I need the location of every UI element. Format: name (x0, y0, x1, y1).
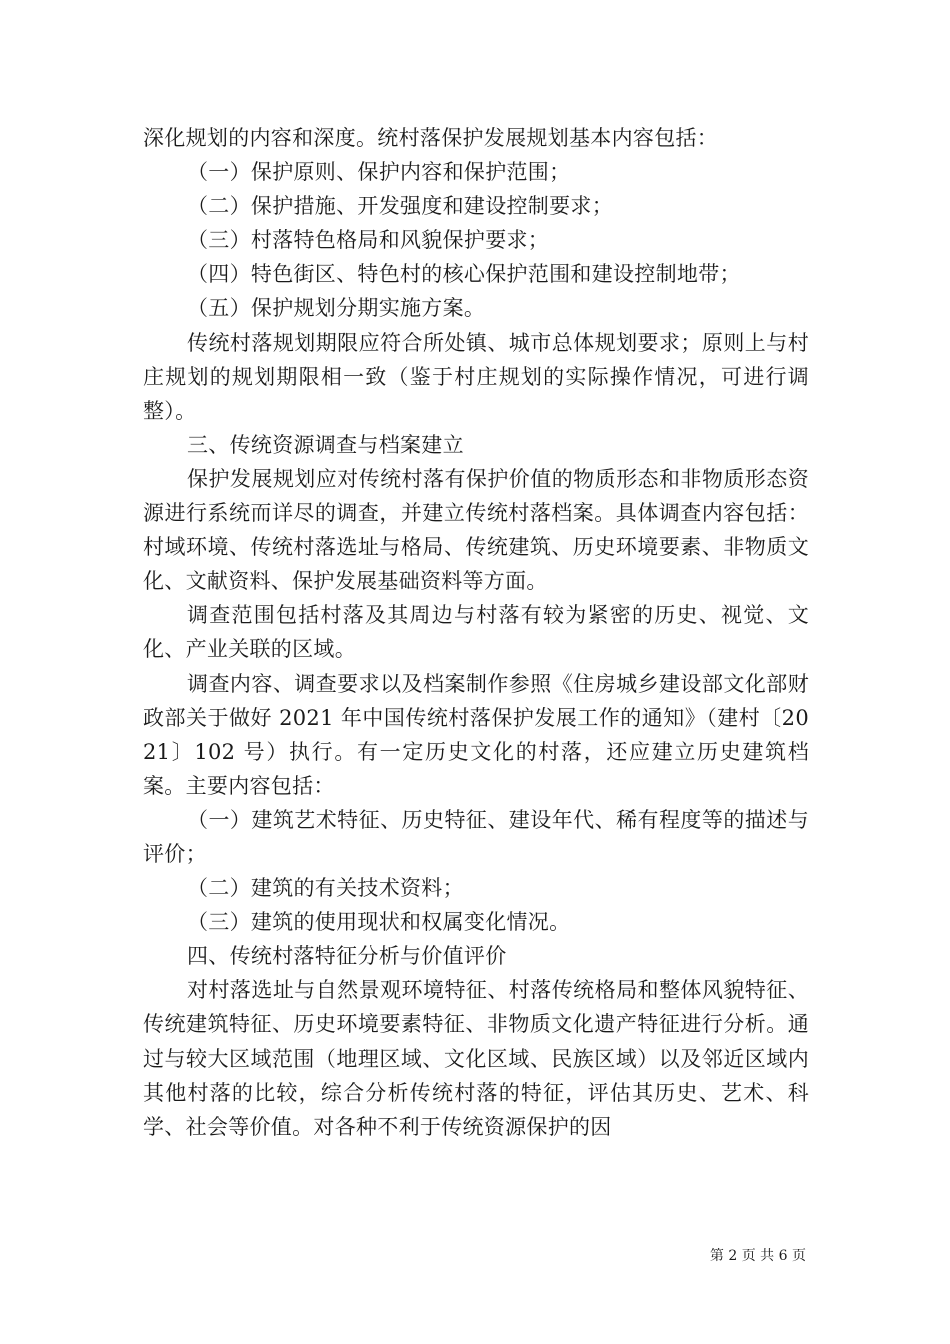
body-text (143, 121, 809, 1144)
list-item-3: （三）村落特色格局和风貌保护要求； (187, 228, 550, 253)
list-item-5: （五）保护规划分期实施方案。 (187, 296, 486, 321)
list-item-1: （一）保护原则、保护内容和保护范围； (187, 160, 571, 185)
paragraph-survey-scope: 调查范围包括村落及其周边与村落有较为紧密的历史、视觉、文化、产业关联的区域。 (143, 603, 809, 662)
archive-item-1: （一）建筑艺术特征、历史特征、建设年代、稀有程度等的描述与评价； (143, 807, 809, 866)
archive-item-2: （二）建筑的有关技术资料； (187, 876, 464, 901)
paragraph-feature-analysis: 对村落选址与自然景观环境特征、村落传统格局和整体风貌特征、传统建筑特征、历史环境要素特征、非物质文化遗产特征进行分析。通过与较大区域范围（地理区域、文化区域、民族区域）以及邻近区域内其他村落的比较，综合分析传统村落的特征，评估其历史、艺术、科学、社会等价值。对各种不利于传统资源保护的因 (143, 978, 809, 1139)
paragraph-resource-survey: 保护发展规划应对传统村落有保护价值的物质形态和非物质形态资源进行系统而详尽的调查，并建立传统村落档案。具体调查内容包括：村域环境、传统村落选址与格局、传统建筑、历史环境要素、非物质文化、文献资料、保护发展基础资料等方面。 (143, 466, 809, 594)
paragraph-intro: 深化规划的内容和深度。统村落保护发展规划基本内容包括： (143, 126, 719, 150)
section-heading-4: 四、传统村落特征分析与价值评价 (187, 944, 507, 969)
section-heading-3: 三、传统资源调查与档案建立 (187, 432, 464, 457)
paragraph-survey-reference: 调查内容、调查要求以及档案制作参照《住房城乡建设部文化部财政部关于做好 2021 年中国传统村落保护发展工作的通知》（建村〔2021〕102 号）执行。有一定历史文化的村落，还应建立历史建筑档案。主要内容包括： (143, 671, 809, 798)
paragraph-planning-period: 传统村落规划期限应符合所处镇、城市总体规划要求；原则上与村庄规划的规划期限相一致（鉴于村庄规划的实际操作情况，可进行调整）。 (143, 330, 809, 423)
list-item-2: （二）保护措施、开发强度和建设控制要求； (187, 194, 613, 219)
page-number: 第 2 页 共 6 页 (709, 1248, 806, 1264)
list-item-4: （四）特色街区、特色村的核心保护范围和建设控制地带； (187, 262, 741, 287)
archive-item-3: （三）建筑的使用现状和权属变化情况。 (187, 910, 571, 935)
